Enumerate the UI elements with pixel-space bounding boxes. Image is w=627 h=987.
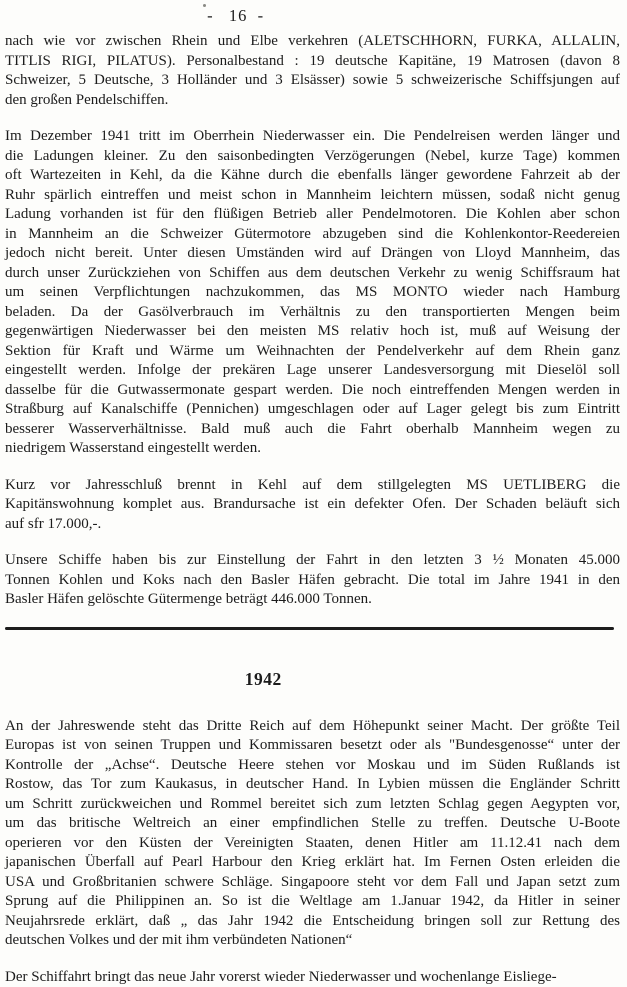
paragraph-line: Basler Häfen gelöschte Gütermenge beträgt 446.000 Tonnen. — [5, 590, 620, 610]
paragraph-line: auf sfr 17.000,-. — [5, 515, 620, 535]
paragraph — [5, 32, 620, 110]
paragraph-line: um Schritt zurückweichen und Rommel bereitet sich zum letzten Schlag gegen Aegypten vor, — [5, 795, 620, 815]
document-content — [5, 32, 620, 987]
paragraph-line: in Mannheim an die Schweizer Gütermotore abzugeben sind die Kohlenkontor-Reedereien — [5, 225, 620, 245]
paragraph-line: Sprung auf die Philippinen an. So ist die Weltlage am 1.Januar 1942, da Hitler in seiner — [5, 892, 620, 912]
scan-artifact — [203, 4, 206, 7]
paragraph-line: durch unser Zurückziehen von Schiffen aus dem deutschen Verkehr zu wenig Schiffsraum hat — [5, 264, 620, 284]
paragraph-line: Straßburg auf Kanalschiffe (Pennichen) umgeschlagen oder auf Lager gelegt bis zum Eintritt — [5, 400, 620, 420]
paragraph-line: deutschen Volkes und der mit ihm verbündeten Nationen“ — [5, 931, 620, 951]
section-divider — [5, 627, 614, 630]
paragraph-line: Ruhr spärlich eintreffen und meist schon in Mannheim leichtern müssen, sodaß nicht genug — [5, 186, 620, 206]
paragraph-line: um seinen Verpflichtungen nachzukommen, das MS MONTO wieder nach Hamburg — [5, 283, 620, 303]
paragraph-line: dasselbe für die Gutwassermonate gespart werden. Die noch eintreffenden Mengen werden in — [5, 381, 620, 401]
paragraph-line: oft Wartezeiten in Kehl, da die Kähne durch die ebenfalls länger gewordene Fahrzeit ab der — [5, 166, 620, 186]
paragraph-line: nach wie vor zwischen Rhein und Elbe verkehren (ALETSCHHORN, FURKA, ALLALIN, — [5, 32, 620, 52]
paragraph-line: USA und Großbritanien schwere Schläge. Singapoore steht vor dem Fall und Japan setzt zum — [5, 873, 620, 893]
paragraph — [5, 476, 620, 535]
paragraph-line: Kontrolle der „Achse“. Deutsche Heere stehen vor Moskau und im Süden Rußlands ist — [5, 756, 620, 776]
paragraph-line: Tonnen Kohlen und Koks nach den Basler Häfen gebracht. Die total im Jahre 1941 in den — [5, 571, 620, 591]
paragraph — [5, 968, 620, 987]
paragraph — [5, 127, 620, 459]
paragraph-line: um das britische Weltreich an einer empfindlichen Stelle zu treffen. Deutsche U-Boote — [5, 814, 620, 834]
paragraph-line: die Ladungen kleiner. Zu den saisonbedingten Verzögerungen (Nebel, kurze Tage) kommen — [5, 147, 620, 167]
paragraph-line: Europas ist von seinen Truppen und Kommissaren besetzt oder als "Bundesgenosse“ unter der — [5, 736, 620, 756]
paragraph-line: Sektion für Kraft und Wärme um Weihnachten der Pendelverkehr auf dem Rhein ganz — [5, 342, 620, 362]
paragraph-line: gegenwärtigen Niederwasser bei den meisten MS relativ hoch ist, muß auf Weisung der — [5, 322, 620, 342]
paragraph-line: den großen Pendelschiffen. — [5, 91, 620, 111]
paragraph-line: Ladung vorhanden ist für den flüßigen Betrieb aller Pendelmotoren. Die Kohlen aber schon — [5, 205, 620, 225]
paragraph-line: Schweizer, 5 Deutsche, 3 Holländer und 3 Elsässer) sowie 5 schweizerische Schiffsjungen auf — [5, 71, 620, 91]
paragraph — [5, 551, 620, 610]
paragraph-line: beladen. Da der Gasölverbrauch im Verhältnis zu den transportierten Mengen beim — [5, 303, 620, 323]
paragraph-line: Neujahrsrede erklärt, daß „ das Jahr 1942 die Entscheidung bringen soll zur Rettung des — [5, 912, 620, 932]
paragraph-line: Unsere Schiffe haben bis zur Einstellung der Fahrt in den letzten 3 ½ Monaten 45.000 — [5, 551, 620, 571]
paragraph-line: Der Schiffahrt bringt das neue Jahr vorerst wieder Niederwasser und wochenlange Eisliege- — [5, 968, 620, 987]
paragraph-line: Rostow, das Tor zum Kaukasus, in deutscher Hand. In Lybien müssen die Engländer Schritt — [5, 775, 620, 795]
paragraph-line: besserer Wasserverhältnisse. Bald muß auch die Fahrt oberhalb Mannheim wegen zu — [5, 420, 620, 440]
paragraph — [5, 717, 620, 951]
paragraph-line: eingestellt werden. Infolge der prekären Lage unserer Landesversorgung mit Dieselöl soll — [5, 361, 620, 381]
paragraph-line: operieren vor den Küsten der Vereinigten Staaten, denen Hitler am 11.12.41 nach dem — [5, 834, 620, 854]
paragraph-line: japanischen Überfall auf Pearl Harbour den Krieg erklärt hat. Im Fernen Osten erleiden die — [5, 853, 620, 873]
page-number: - 16 - — [5, 6, 466, 26]
paragraph-line: Kurz vor Jahresschluß brennt in Kehl auf dem stillgelegten MS UETLIBERG die — [5, 476, 620, 496]
paragraph-line: TITLIS RIGI, PILATUS). Personalbestand : 19 deutsche Kapitäne, 19 Matrosen (davon 8 — [5, 52, 620, 72]
paragraph-line: Kapitänswohnung komplet aus. Brandursache ist ein defekter Ofen. Der Schaden beläuft sich — [5, 495, 620, 515]
paragraph-line: jedoch nicht bereit. Unter diesen Umständen wird auf Drängen von Lloyd Mannheim, das — [5, 244, 620, 264]
year-heading: 1942 — [5, 668, 522, 691]
paragraph-line: niedrigem Wasserstand eingestellt werden. — [5, 439, 620, 459]
paragraph-line: An der Jahreswende steht das Dritte Reich auf dem Höhepunkt seiner Macht. Der größte Teil — [5, 717, 620, 737]
paragraph-line: Im Dezember 1941 tritt im Oberrhein Niederwasser ein. Die Pendelreisen werden länger und — [5, 127, 620, 147]
